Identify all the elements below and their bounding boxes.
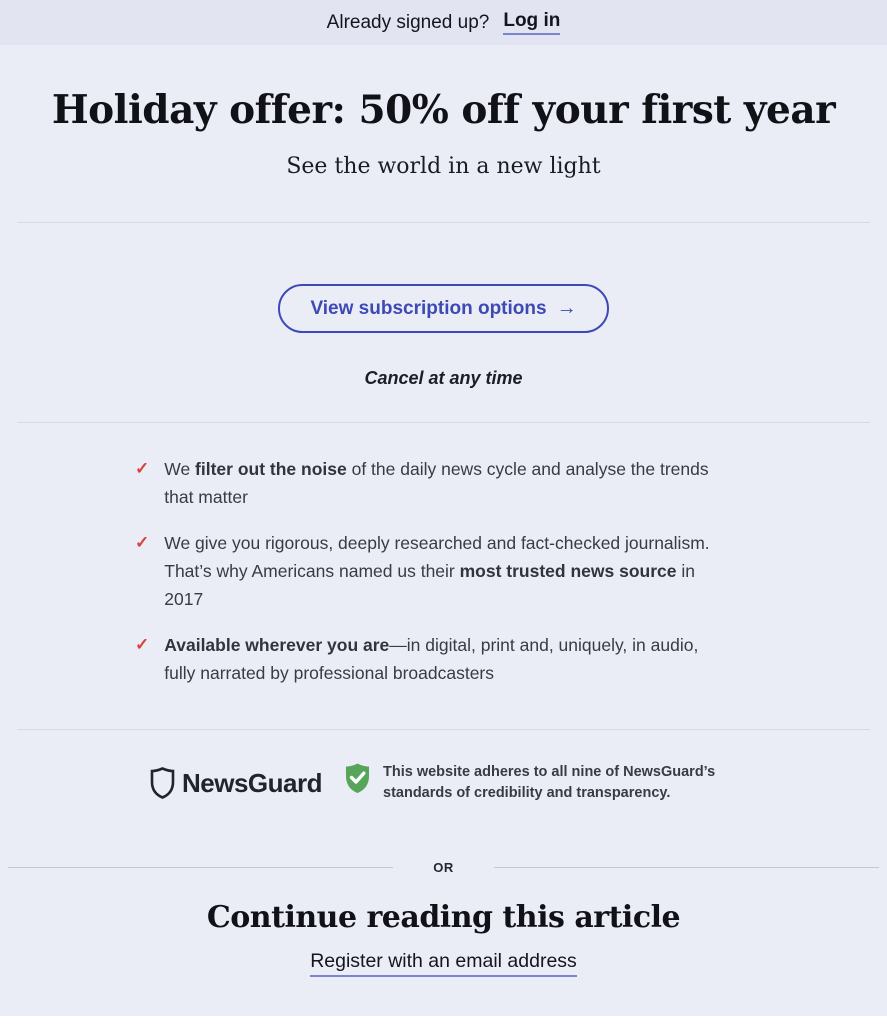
- newsguard-shield-icon: [149, 767, 176, 799]
- continue-reading-title: Continue reading this article: [206, 900, 681, 935]
- benefits-list: [135, 455, 720, 687]
- newsguard-section: [0, 762, 887, 804]
- checkmark-icon: ✓: [135, 533, 150, 552]
- offer-subtitle: See the world in a new light: [286, 154, 601, 179]
- arrow-right-icon: →: [556, 297, 577, 319]
- checkmark-icon: ✓: [135, 459, 150, 478]
- benefit-text: We give you rigorous, deeply researched and fact-checked journalism. That’s why Americans named us their most trusted news source in 2017: [164, 533, 710, 609]
- divider-line: [8, 867, 393, 868]
- top-bar: [0, 0, 887, 45]
- continue-reading-section: [0, 900, 887, 977]
- benefit-item: [135, 529, 720, 613]
- log-in-link[interactable]: Log in: [503, 10, 560, 35]
- benefit-item: [135, 455, 720, 511]
- view-subscription-options-button[interactable]: [278, 284, 608, 333]
- newsguard-statement-block: [344, 762, 738, 804]
- divider-line: [494, 867, 879, 868]
- register-email-link[interactable]: Register with an email address: [310, 950, 577, 977]
- checkmark-icon: ✓: [135, 635, 150, 654]
- signed-up-prompt: Already signed up?: [326, 11, 490, 33]
- newsguard-logo: [149, 767, 322, 799]
- newsguard-wordmark: NewsGuard: [182, 767, 322, 798]
- cta-section: [0, 223, 887, 389]
- newsguard-statement: This website adheres to all nine of NewsGuard’s standards of credibility and transparency.: [383, 764, 716, 801]
- divider: [17, 729, 870, 730]
- benefit-text: Available wherever you are—in digital, print and, uniquely, in audio, fully narrated by professional broadcasters: [164, 635, 699, 683]
- green-shield-check-icon: [344, 762, 371, 794]
- benefit-text: We filter out the noise of the daily news cycle and analyse the trends that matter: [164, 459, 709, 507]
- offer-title: Holiday offer: 50% off your first year: [51, 87, 836, 133]
- or-divider: [0, 860, 887, 875]
- cancel-anytime-note: Cancel at any time: [364, 368, 523, 388]
- cta-button-label: View subscription options: [310, 297, 547, 319]
- benefit-item: [135, 631, 720, 687]
- or-label: OR: [433, 860, 454, 875]
- hero-section: [0, 45, 887, 179]
- divider: [17, 422, 870, 423]
